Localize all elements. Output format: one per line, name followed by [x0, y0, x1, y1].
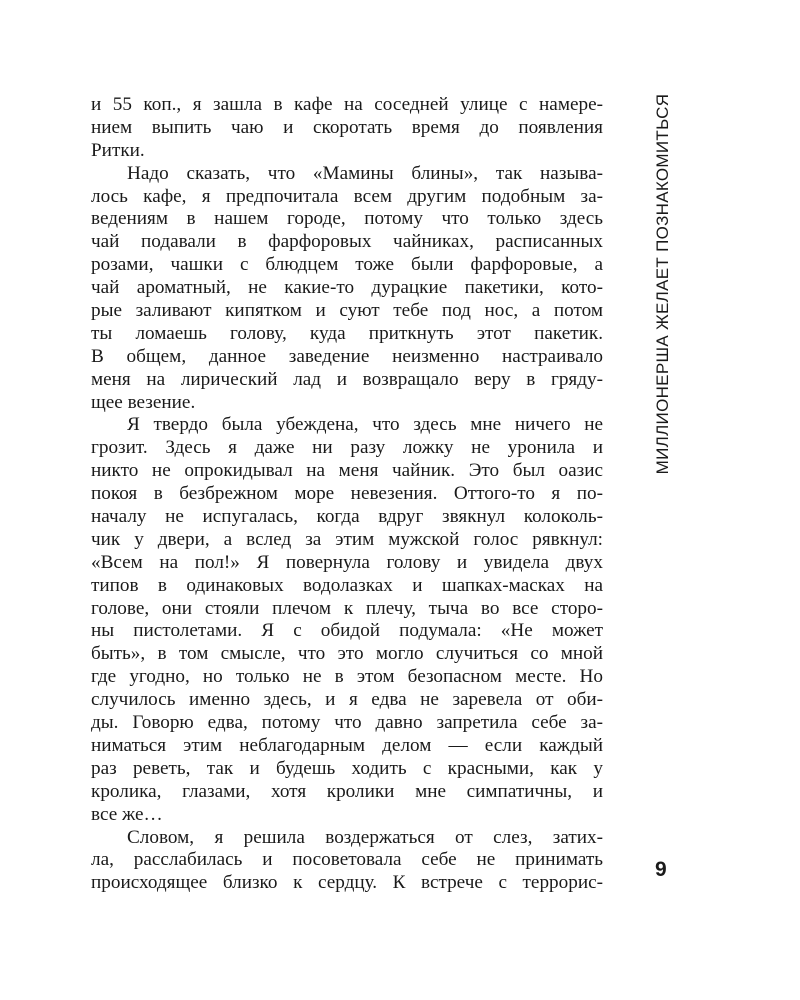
text-line: ты ломаешь голову, куда приткнуть этот пакетик. [91, 322, 603, 344]
text-line: рые заливают кипятком и суют тебе под нос, а потом [91, 300, 603, 322]
text-line: Я твердо была убеждена, что здесь мне ничего не [127, 414, 603, 436]
text-line: ны пистолетами. Я с обидой подумала: «Не может [91, 620, 603, 642]
text-line: нием выпить чаю и скоротать время до появления [91, 116, 603, 138]
text-line: В общем, данное заведение неизменно настраивало [91, 345, 603, 367]
text-line: чай ароматный, не какие-то дурацкие пакетики, кото- [91, 277, 603, 299]
text-line: лось кафе, я предпочитала всем другим подобным за- [91, 185, 603, 207]
text-line: происходящее близко к сердцу. К встрече с террорис- [91, 872, 603, 894]
text-line: «Всем на пол!» Я повернула голову и увидела двух [91, 551, 603, 573]
text-line: никто не опрокидывал на меня чайник. Это был оазис [91, 460, 603, 482]
text-line: ды. Говорю едва, потому что давно запретила себе за- [91, 712, 603, 734]
text-line: меня на лирический лад и возвращало веру в гряду- [91, 368, 603, 390]
text-line: ведениям в нашем городе, потому что только здесь [91, 208, 603, 230]
running-head-title: МИЛЛИОНЕРША ЖЕЛАЕТ ПОЗНАКОМИТЬСЯ [653, 93, 672, 475]
body-text [91, 94, 603, 895]
text-line: случилось именно здесь, и я едва не заревела от оби- [91, 689, 603, 711]
text-line: голове, они стояли плечом к плечу, тыча во все сторо- [91, 597, 603, 619]
text-line: грозит. Здесь я даже ни разу ложку не уронила и [91, 437, 603, 459]
text-line: щее везение. [91, 391, 196, 413]
text-line: Надо сказать, что «Мамины блины», так называ- [127, 162, 603, 184]
text-line: чик у двери, а вслед за этим мужской голос рявкнул: [91, 528, 603, 550]
text-line: покоя в безбрежном море невезения. Оттого-то я по- [91, 483, 603, 505]
text-line: чай подавали в фарфоровых чайниках, расписанных [91, 231, 603, 253]
text-line: Словом, я решила воздержаться от слез, затих- [127, 826, 603, 848]
text-line: началу не испугалась, когда вдруг звякнул колоколь- [91, 506, 603, 528]
text-line: ниматься этим неблагодарным делом — если каждый [91, 734, 603, 756]
text-line: и 55 коп., я зашла в кафе на соседней улице с намере- [91, 94, 603, 115]
text-line: розами, чашки с блюдцем тоже были фарфоровые, а [91, 254, 603, 276]
text-line: все же… [91, 803, 163, 825]
text-line: ла, расслабилась и посоветовала себе не принимать [91, 849, 603, 871]
text-line: быть», в том смысле, что это могло случиться со мной [91, 643, 603, 665]
text-line: Ритки. [91, 139, 145, 161]
page-number: 9 [655, 858, 667, 881]
text-line: где угодно, но только не в этом безопасном месте. Но [91, 666, 603, 688]
text-line: типов в одинаковых водолазках и шапках-масках на [91, 574, 603, 596]
running-head [643, 94, 683, 474]
text-line: раз реветь, так и будешь ходить с красными, как у [91, 757, 603, 779]
text-line: кролика, глазами, хотя кролики мне симпатичны, и [91, 780, 603, 802]
